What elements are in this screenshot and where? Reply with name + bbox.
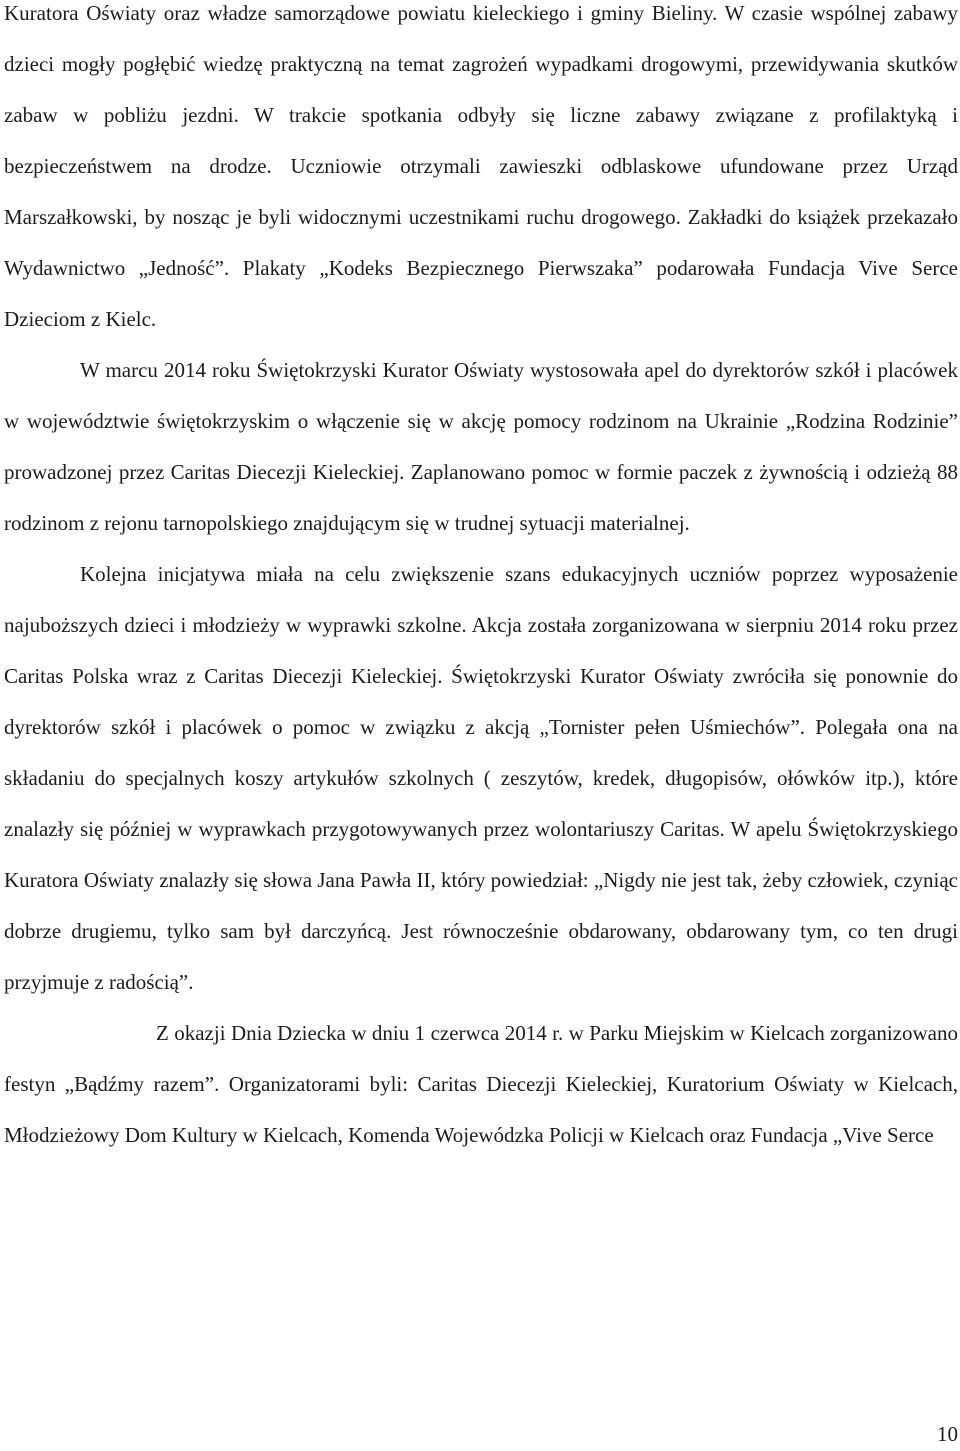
paragraph-ukraine-aid: W marcu 2014 roku Świętokrzyski Kurator Oświaty wystosowała apel do dyrektorów szkół i placówek w województwie świętokrzyskim o włączenie się w akcję pomocy rodzinom na Ukrainie „Rodzina Rodzinie” prowadzonej przez Caritas Diecezji Kieleckiej. Zaplanowano pomoc w formie paczek z żywnością i odzieżą 88 rodzinom z rejonu tarnopolskiego znajdującym się w trudnej sytuacji materialnej. bbox=[4, 358, 958, 535]
page-number: 10 bbox=[937, 1422, 958, 1446]
paragraph-school-supplies: Kolejna inicjatywa miała na celu zwiększenie szans edukacyjnych uczniów poprzez wyposażenie najuboższych dzieci i młodzieży w wyprawki szkolne. Akcja została zorganizowana w sierpniu 2014 roku przez Caritas Polska wraz z Caritas Diecezji Kieleckiej. Świętokrzyski Kurator Oświaty zwróciła się ponownie do dyrektorów szkół i placówek o pomoc w związku z akcją „Tornister pełen Uśmiechów”. Polegała ona na składaniu do specjalnych koszy artykułów szkolnych ( zeszytów, kredek, długopisów, ołówków itp.), które znalazły się później w wyprawkach przygotowywanych przez wolontariuszy Caritas. W apelu Świętokrzyskiego Kuratora Oświaty znalazły się słowa Jana Pawła II, który powiedział: „Nigdy nie jest tak, żeby człowiek, czyniąc dobrze drugiemu, tylko sam był darczyńcą. Jest równocześnie obdarowany, obdarowany tym, co ten drugi przyjmuje z radością”. bbox=[4, 562, 958, 994]
document-page bbox=[4, 0, 958, 1161]
paragraph-childrens-day: Z okazji Dnia Dziecka w dniu 1 czerwca 2014 r. w Parku Miejskim w Kielcach zorganizowano festyn „Bądźmy razem”. Organizatorami byli: Caritas Diecezji Kieleckiej, Kuratorium Oświaty w Kielcach, Młodzieżowy Dom Kultury w Kielcach, Komenda Wojewódzka Policji w Kielcach oraz Fundacja „Vive Serce bbox=[4, 1021, 958, 1147]
paragraph-traffic-safety: Kuratora Oświaty oraz władze samorządowe powiatu kieleckiego i gminy Bieliny. W czasie wspólnej zabawy dzieci mogły pogłębić wiedzę praktyczną na temat zagrożeń wypadkami drogowymi, przewidywania skutków zabaw w pobliżu jezdni. W trakcie spotkania odbyły się liczne zabawy związane z profilaktyką i bezpieczeństwem na drodze. Uczniowie otrzymali zawieszki odblaskowe ufundowane przez Urząd Marszałkowski, by nosząc je byli widocznymi uczestnikami ruchu drogowego. Zakładki do książek przekazało Wydawnictwo „Jedność”. Plakaty „Kodeks Bezpiecznego Pierwszaka” podarowała Fundacja Vive Serce Dzieciom z Kielc. bbox=[4, 1, 958, 331]
